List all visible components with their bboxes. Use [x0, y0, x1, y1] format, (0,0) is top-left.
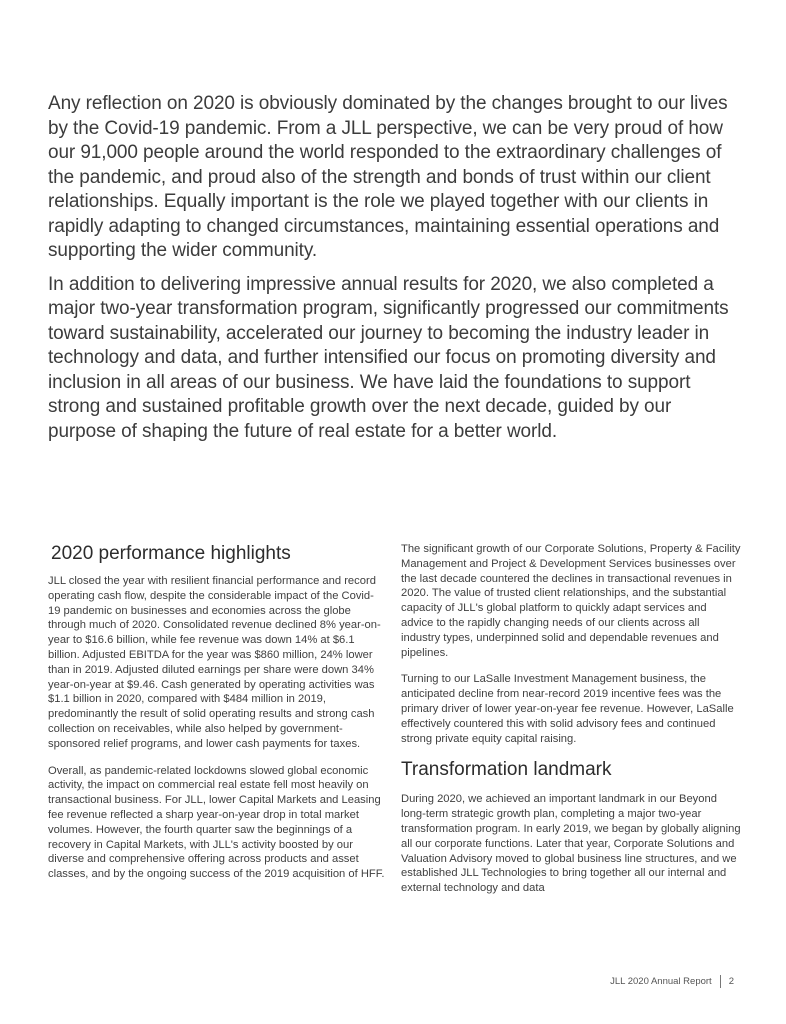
transformation-paragraph: During 2020, we achieved an important landmark in our Beyond long-term strategic growth plan, completing a major two-year transformation program. In early 2019, we began by globally aligning all our corporate functions. Later that year, Corporate Solutions and Valuation Advisory moved to global business line structures, and we established JLL Technologies to bring together all our internal and external technology and data — [401, 793, 741, 895]
performance-paragraph-1: JLL closed the year with resilient financial performance and record operating cash flow, despite the considerable impact of the Covid-19 pandemic on businesses and economies across the globe through much of 2020. Consolidated revenue declined 8% year-on-year to $16.6 billion, while fee revenue was down 14% at $6.1 billion. Adjusted EBITDA for the year was $860 million, 24% lower than in 2019. Adjusted diluted earnings per share were down 34% year-on-year at $9.46. Cash generated by operating activities was $1.1 billion in 2020, compared with $484 million in 2019, predominantly the result of solid operating results and strong cash collection on receivables, while also helped by government-sponsored relief programs, and lower cash payments for taxes. — [48, 575, 381, 750]
report-title: JLL 2020 Annual Report — [610, 976, 712, 987]
intro-paragraph-1: Any reflection on 2020 is obviously dominated by the changes brought to our lives by the Covid-19 pandemic. From a JLL perspective, we can be very proud of how our 91,000 people around the world responded to the extraordinary challenges of the pandemic, and proud also of the strength and bonds of trust within our client relationships. Equally important is the role we played together with our clients in rapidly adapting to changed circumstances, maintaining essential operations and supporting the wider community. — [48, 93, 728, 261]
growth-paragraph: The significant growth of our Corporate Solutions, Property & Facility Management and Project & Development Services businesses over the last decade countered the declines in transactional revenues in 2020. The value of trusted client relationships, and the substantial capacity of JLL's global platform to quickly adapt services and advice to the rapidly changing needs of our clients across all industry types, underpinned solid and dependable revenues and pipelines. — [401, 543, 741, 659]
lasalle-paragraph: Turning to our LaSalle Investment Management business, the anticipated decline from near-record 2019 incentive fees was the primary driver of lower year-on-year fee revenue. However, LaSalle effectively countered this with solid advisory fees and continued strong private equity capital raising. — [401, 673, 734, 745]
left-column — [48, 542, 386, 894]
intro-paragraph-2: In addition to delivering impressive annual results for 2020, we also completed a major two-year transformation program, significantly progressed our commitments toward sustainability, accelerated our journey to becoming the industry leader in technology and data, and further intensified our focus on promoting diversity and inclusion in all areas of our business. We have laid the foundations to support strong and sustained profitable growth over the next decade, guided by our purpose of shaping the future of real estate for a better world. — [48, 273, 729, 442]
transformation-heading: Transformation landmark — [401, 759, 612, 781]
performance-paragraph-2: Overall, as pandemic-related lockdowns slowed global economic activity, the impact on commercial real estate fell most heavily on transactional business. For JLL, lower Capital Markets and Leasing fee revenue reflected a sharp year-on-year drop in total market volumes. However, the fourth quarter saw the beginnings of a recovery in Capital Markets, with JLL's activity boosted by our diverse and comprehensive offering across products and asset classes, and by the ongoing success of the 2019 acquisition of HFF. — [48, 764, 385, 881]
page-number: 2 — [728, 976, 734, 987]
performance-highlights-heading: 2020 performance highlights — [51, 543, 291, 564]
right-column — [401, 542, 741, 908]
footer-divider — [720, 975, 721, 988]
page-footer — [610, 975, 734, 988]
intro-section — [48, 92, 738, 453]
